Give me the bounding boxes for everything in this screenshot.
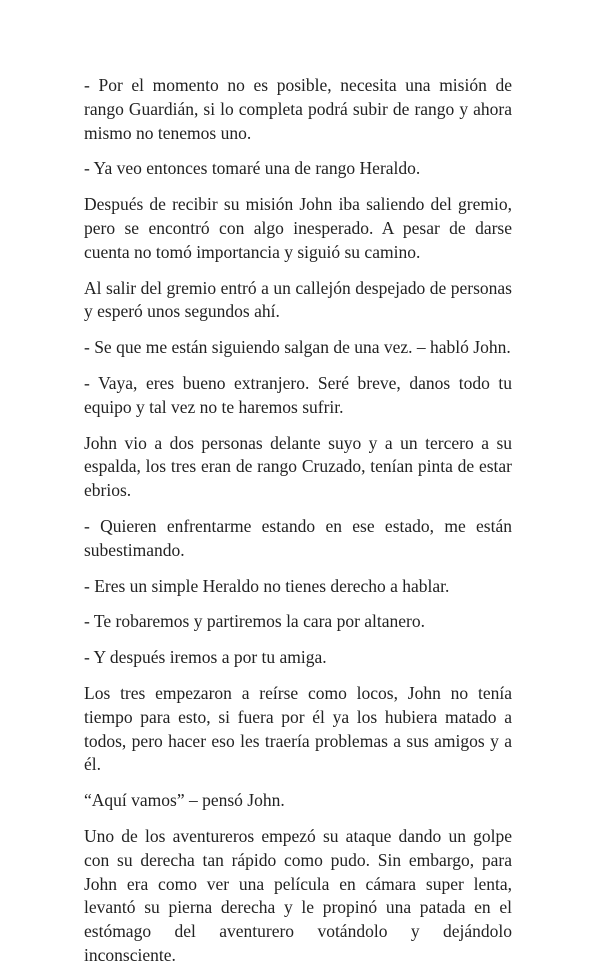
paragraph: - Te robaremos y partiremos la cara por altanero.: [84, 611, 426, 632]
paragraph: - Ya veo entonces tomaré una de rango Heraldo.: [84, 158, 421, 179]
paragraph: “Aquí vamos” – pensó John.: [84, 790, 285, 811]
paragraph: - Por el momento no es posible, necesita una misión de rango Guardián, si lo completa podrá subir de rango y ahora mismo no tenemos uno.: [84, 75, 512, 143]
paragraph: John vio a dos personas delante suyo y a un tercero a su espalda, los tres eran de rango Cruzado, tenían pinta de estar ebrios.: [84, 432, 512, 501]
paragraph: - Eres un simple Heraldo no tienes derecho a hablar.: [84, 575, 450, 596]
paragraph: Los tres empezaron a reírse como locos, John no tenía tiempo para esto, si fuera por él ya los hubiera matado a todos, pero hacer eso les traería problemas a sus amigos y a él.: [84, 682, 512, 775]
paragraph: Al salir del gremio entró a un callejón despejado de personas y esperó unos segundos ahí.: [84, 277, 512, 322]
paragraph: Después de recibir su misión John iba saliendo del gremio, pero se encontró con algo inesperado. A pesar de darse cuenta no tomó importancia y siguió su camino.: [84, 194, 512, 262]
paragraph: - Y después iremos a por tu amiga.: [84, 647, 327, 668]
paragraph: - Se que me están siguiendo salgan de una vez. – habló John.: [84, 337, 511, 358]
paragraph: - Quieren enfrentarme estando en ese estado, me están subestimando.: [84, 515, 512, 560]
paragraph: - Vaya, eres bueno extranjero. Seré breve, danos todo tu equipo y tal vez no te haremos sufrir.: [84, 372, 512, 417]
paragraph: Uno de los aventureros empezó su ataque dando un golpe con su derecha tan rápido como pudo. Sin embargo, para John era como ver una película en cámara super lenta, levantó su pierna derecha y le propinó una patada en el estómago del aventurero votándolo y dejándolo inconsciente.: [84, 825, 512, 965]
